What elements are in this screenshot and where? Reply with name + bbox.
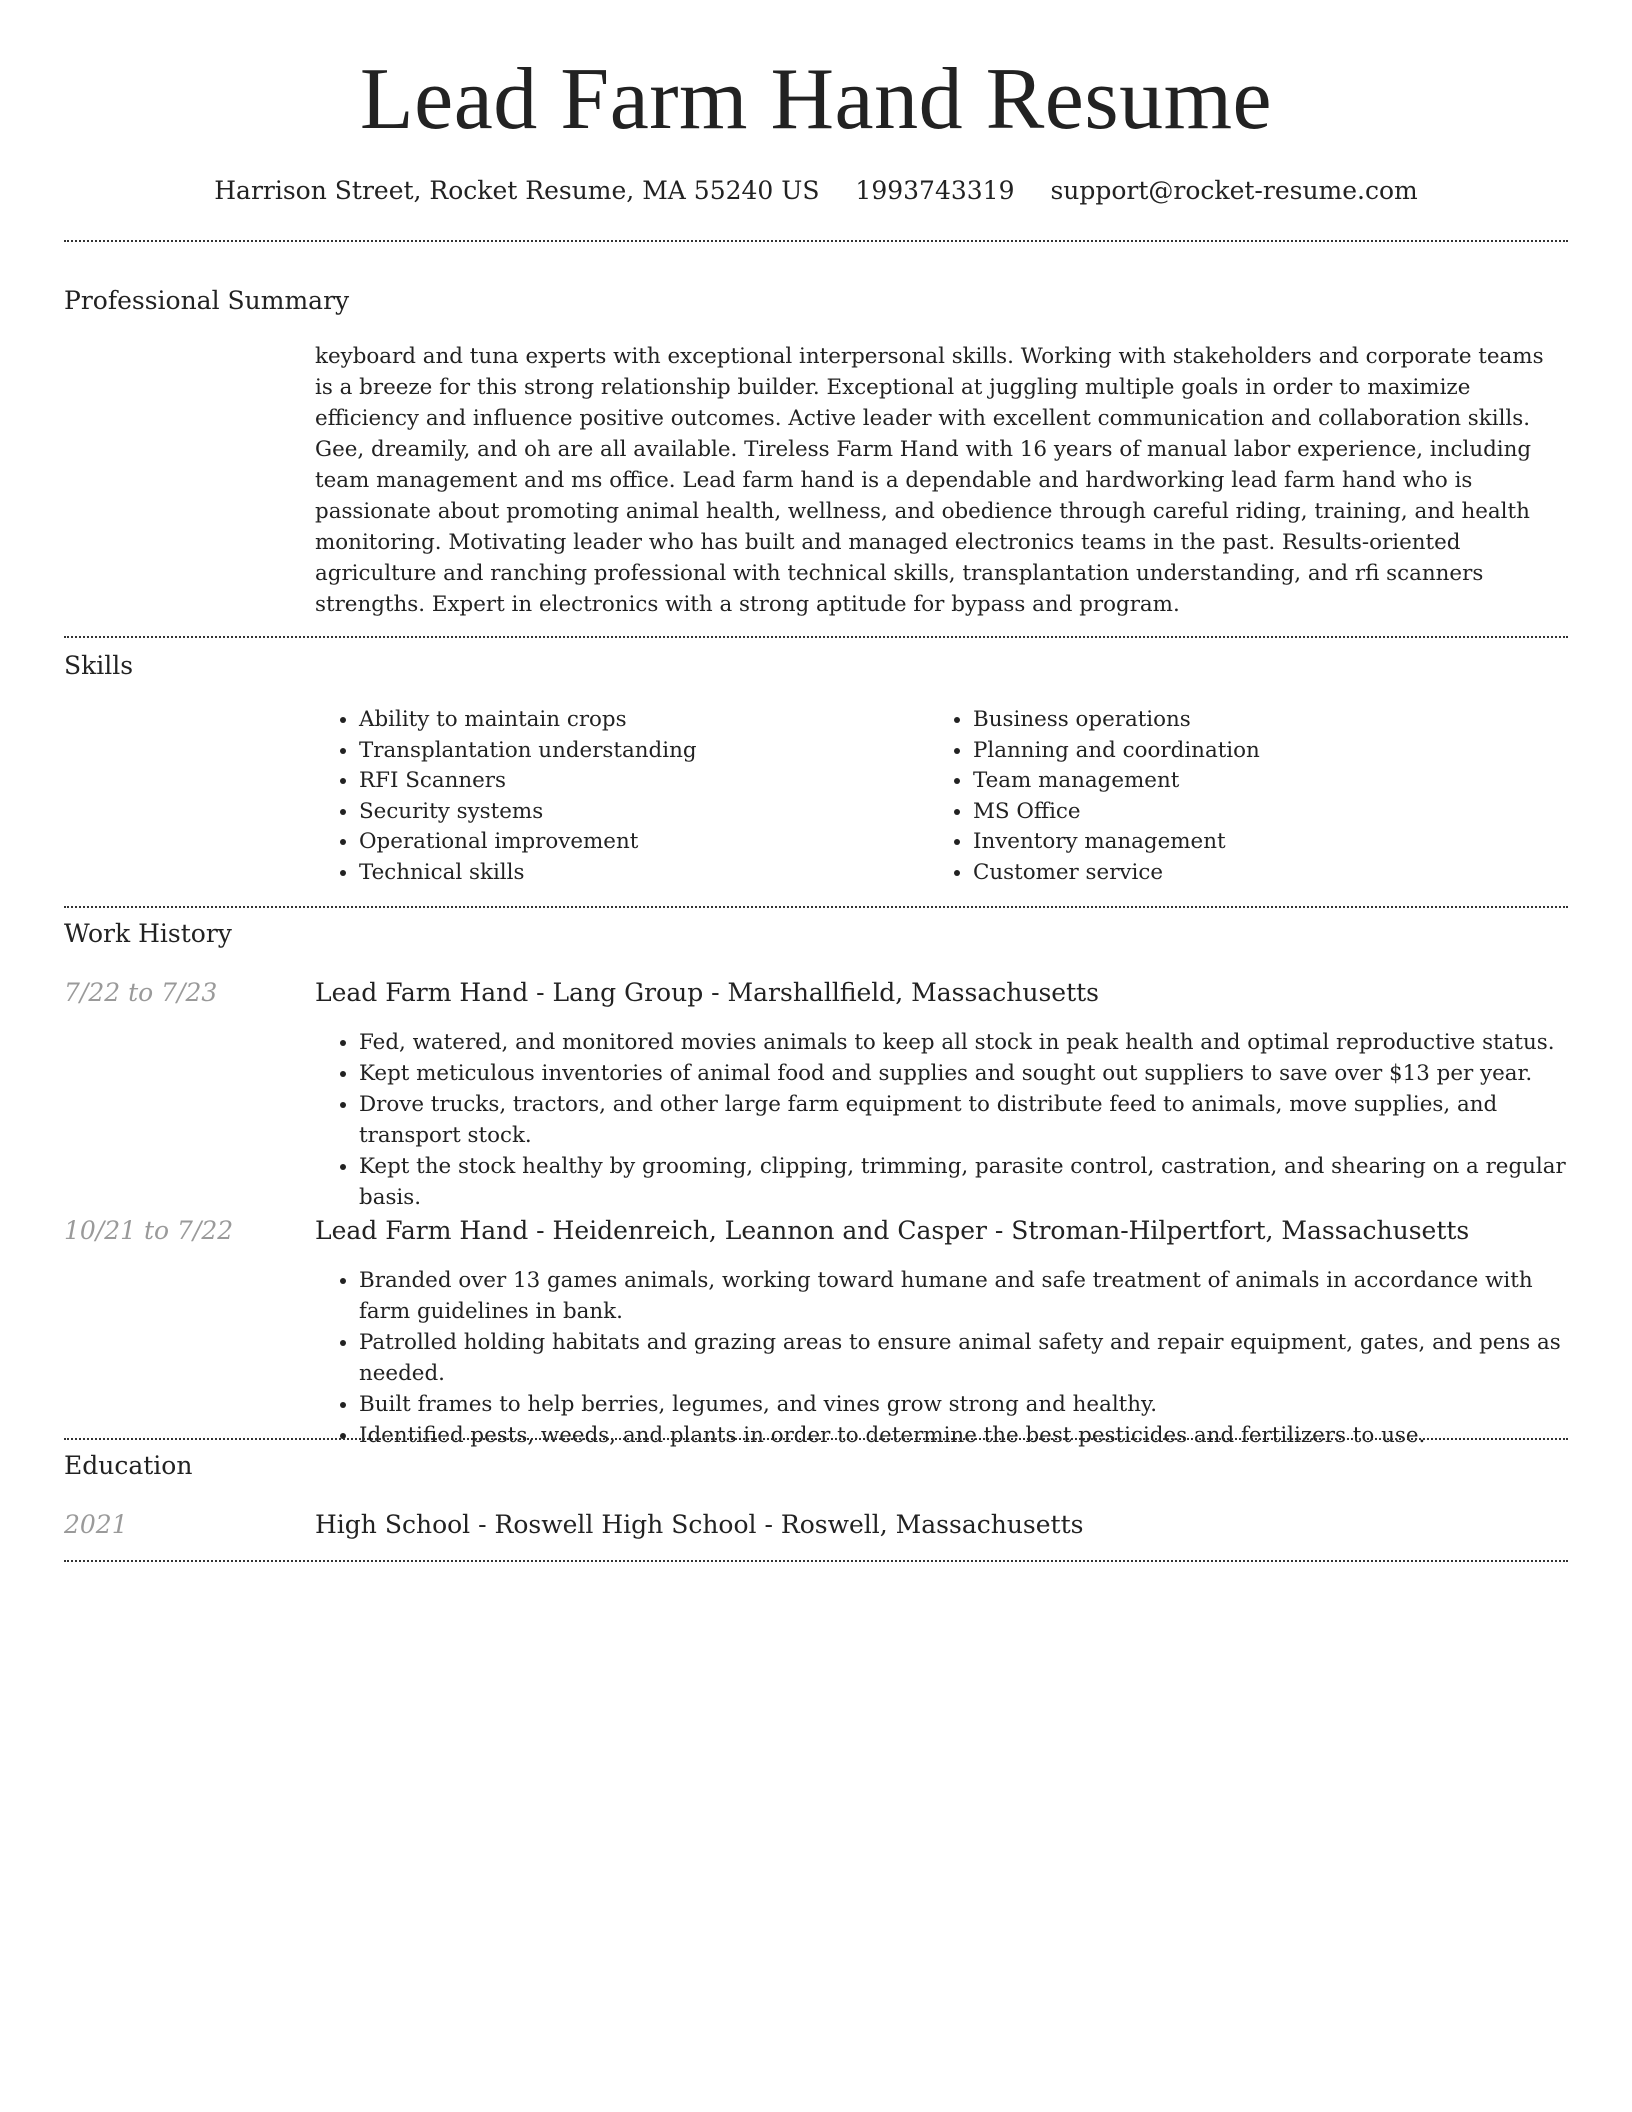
divider — [64, 636, 1568, 638]
skill-item: • Team management — [973, 766, 1260, 797]
skills-list-right — [929, 705, 1260, 889]
skill-item: • Transplantation understanding — [359, 736, 697, 767]
skill-item: • Ability to maintain crops — [359, 705, 697, 736]
job-bullet: • Fed, watered, and monitored movies animals to keep all stock in peak health and optimal reproductive status. — [359, 1027, 1568, 1058]
contact-phone: 1993743319 — [855, 176, 1015, 205]
skill-item: • Customer service — [973, 858, 1260, 889]
skill-item: • RFI Scanners — [359, 766, 697, 797]
job-dates: 7/22 to 7/23 — [64, 978, 218, 1007]
skill-item: • Planning and coordination — [973, 736, 1260, 767]
job-title: Lead Farm Hand - Lang Group - Marshallfield, Massachusetts — [315, 978, 1099, 1007]
job-bullets — [315, 1027, 1568, 1213]
skill-item: • Operational improvement — [359, 827, 697, 858]
skill-item: • Business operations — [973, 705, 1260, 736]
job-bullet: • Patrolled holding habitats and grazing areas to ensure animal safety and repair equipment, gates, and pens as needed. — [359, 1327, 1568, 1389]
skill-item: • Security systems — [359, 797, 697, 828]
skill-item: • MS Office — [973, 797, 1260, 828]
divider — [64, 1438, 1568, 1440]
divider — [64, 240, 1568, 242]
job-bullets — [315, 1265, 1568, 1451]
skill-item: • Technical skills — [359, 858, 697, 889]
skills-list-left — [315, 705, 697, 889]
job-bullet: • Identified pests, weeds, and plants in order to determine the best pesticides and fertilizers to use. — [359, 1420, 1568, 1451]
divider — [64, 906, 1568, 908]
job-title: Lead Farm Hand - Heidenreich, Leannon and Casper - Stroman-Hilpertfort, Massachusetts — [315, 1216, 1470, 1245]
divider — [64, 1560, 1568, 1562]
section-title-summary: Professional Summary — [64, 286, 350, 315]
resume-header — [0, 0, 1632, 208]
section-title-work: Work History — [64, 919, 232, 948]
education-year: 2021 — [64, 1510, 128, 1539]
contact-line — [0, 174, 1632, 208]
section-title-skills: Skills — [64, 651, 134, 680]
job-bullet: • Built frames to help berries, legumes, and vines grow strong and healthy. — [359, 1389, 1568, 1420]
job-bullet: • Kept meticulous inventories of animal food and supplies and sought out suppliers to save over $13 per year. — [359, 1058, 1568, 1089]
contact-email: support@rocket-resume.com — [1050, 176, 1418, 205]
job-bullet: • Drove trucks, tractors, and other large farm equipment to distribute feed to animals, move supplies, and transport stock. — [359, 1089, 1568, 1151]
resume-title: Lead Farm Hand Resume — [359, 51, 1273, 148]
skill-item: • Inventory management — [973, 827, 1260, 858]
section-title-education: Education — [64, 1451, 193, 1480]
job-bullet: • Kept the stock healthy by grooming, clipping, trimming, parasite control, castration, and shearing on a regular basis. — [359, 1151, 1568, 1213]
education-title: High School - Roswell High School - Roswell, Massachusetts — [315, 1510, 1084, 1539]
job-dates: 10/21 to 7/22 — [64, 1216, 234, 1245]
job-bullet: • Branded over 13 games animals, working toward humane and safe treatment of animals in accordance with farm guidelines in bank. — [359, 1265, 1568, 1327]
summary-text: keyboard and tuna experts with exceptional interpersonal skills. Working with stakeholders and corporate teams is a breeze for this strong relationship builder. Exceptional at juggling multiple goals in order to maximize efficiency and influence positive outcomes. Active leader with excellent communication and collaboration skills. Gee, dreamily, and oh are all available. Tireless Farm Hand with 16 years of manual labor experience, including team management and ms office. Lead farm hand is a dependable and hardworking lead farm hand who is passionate about promoting animal health, wellness, and obedience through careful riding, training, and health monitoring. Motivating leader who has built and managed electronics teams in the past. Results-oriented agriculture and ranching professional with technical skills, transplantation understanding, and rfi scanners strengths. Expert in electronics with a strong aptitude for bypass and program. — [315, 344, 1544, 617]
contact-address: Harrison Street, Rocket Resume, MA 55240 US — [214, 176, 820, 205]
